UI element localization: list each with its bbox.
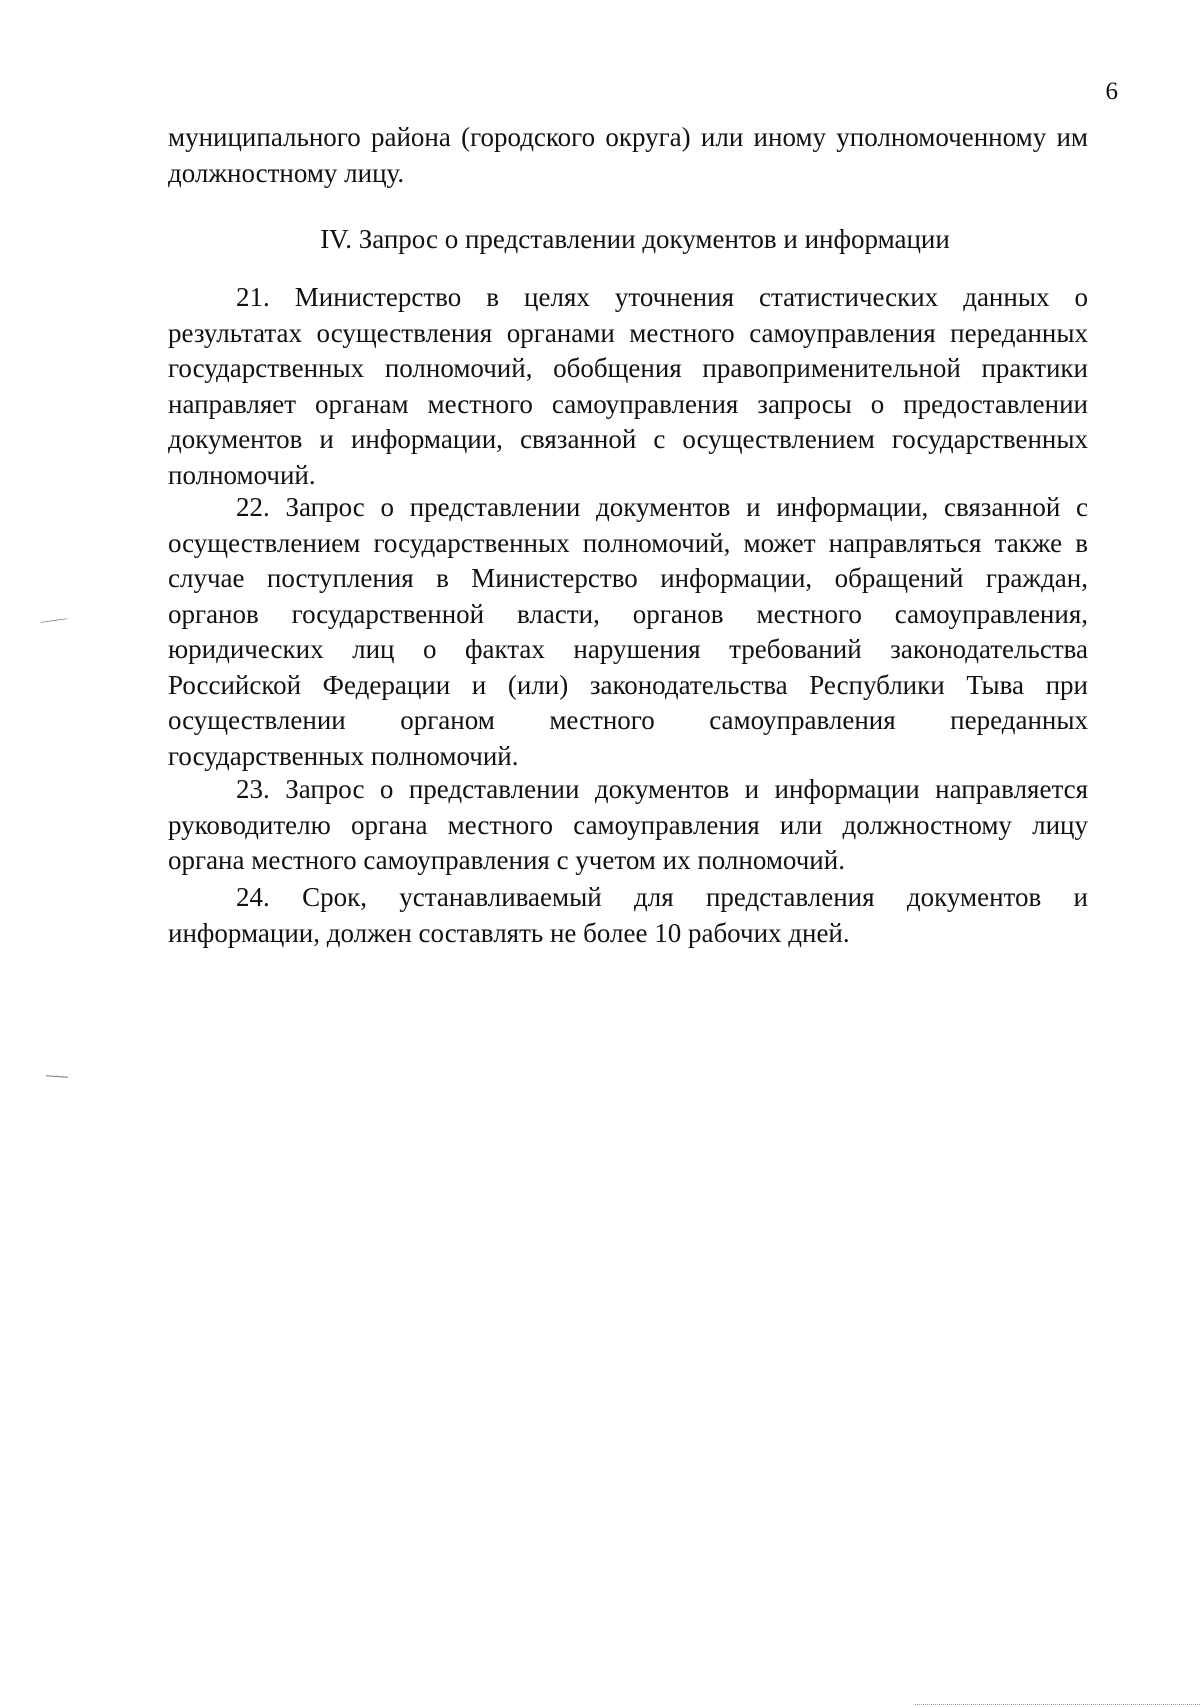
scan-edge xyxy=(915,1704,1200,1705)
scan-mark xyxy=(46,1075,68,1078)
paragraph-23: 23. Запрос о представлении документов и информации направляется руководителю органа местного самоуправления или должностному лицу органа местного самоуправления с учетом их полномочий. xyxy=(168,774,1088,875)
paragraph-21: 21. Министерство в целях уточнения статистических данных о результатах осуществления органами местного самоуправления переданных государственных полномочий, обобщения правоприменительной практики направляет органам местного самоуправления запросы о предоставлении документов и информации, связанной с осуществлением государственных полномочий. xyxy=(168,282,1088,490)
page-number: 6 xyxy=(1105,78,1118,105)
scan-mark xyxy=(40,618,68,623)
continuation-paragraph: муниципального района (городского округа) или иному уполномоченному им должностному лицу. xyxy=(168,122,1088,188)
paragraph-24: 24. Срок, устанавливаемый для представления документов и информации, должен составлять не более 10 рабочих дней. xyxy=(168,882,1088,948)
paragraph-22: 22. Запрос о представлении документов и информации, связанной с осуществлением государственных полномочий, может направляться также в случае поступления в Министерство информации, обращений граждан, органов государственной власти, органов местного самоуправления, юридических лиц о фактах нарушения требований законодательства Российской Федерации и (или) законодательства Республики Тыва при осуществлении органом местного самоуправления переданных государственных полномочий. xyxy=(168,492,1088,771)
section-heading: IV. Запрос о представлении документов и информации xyxy=(320,224,950,254)
